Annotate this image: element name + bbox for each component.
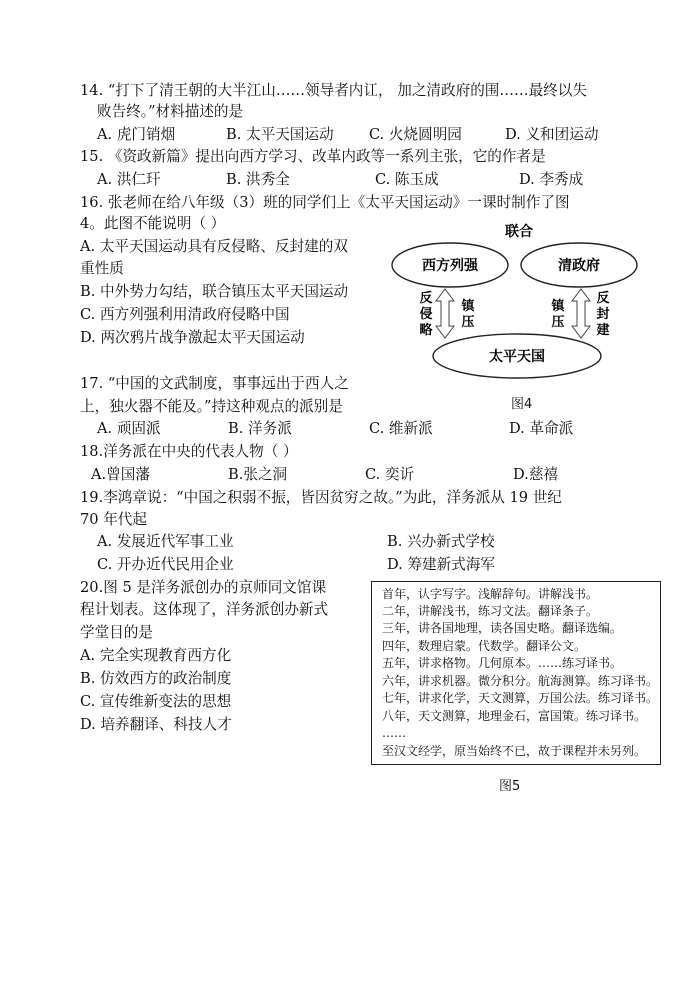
q20-option-b: B. 仿效西方的政治制度: [80, 670, 232, 687]
q15-option-c: C. 陈玉成: [375, 171, 439, 188]
q19-stem-line2: 70 年代起: [80, 511, 147, 528]
q14-option-b: B. 太平天国运动: [226, 126, 334, 143]
figure4-top-label: 联合: [505, 224, 533, 240]
q15-option-a: A. 洪仁玕: [97, 171, 161, 188]
label-antifeudal-2: 封: [596, 307, 610, 322]
q17-stem-line2: 上，独火器不能及。”持这种观点的派别是: [80, 398, 343, 415]
node-western-powers-label: 西方列强: [422, 258, 478, 274]
figure5-caption: 图5: [499, 779, 521, 794]
q19-stem-line1: 19.李鸿章说：“中国之积弱不振，皆因贫穷之故。”为此，洋务派从 19 世纪: [80, 489, 562, 506]
q18-stem: 18.洋务派在中央的代表人物（ ）: [80, 443, 298, 460]
q14-option-d: D. 义和团运动: [505, 126, 599, 143]
schedule-line: 首年，认字写字。浅解辞句。讲解浅书。: [382, 587, 599, 601]
q18-option-c: C. 奕䜣: [365, 466, 415, 483]
schedule-line: 至汉文经学，原当始终不已，故于课程并未另列。: [382, 744, 647, 758]
label-suppress-left-2: 压: [461, 315, 475, 330]
label-anti-1: 反: [419, 291, 433, 306]
q16-option-a-cont: 重性质: [80, 260, 124, 277]
schedule-line: 八年，天文测算，地理金石，富国策。练习译书。: [382, 709, 647, 723]
q18-option-a: A.曾国藩: [91, 466, 150, 483]
label-suppress-right-1: 镇: [551, 299, 565, 314]
q17-option-d: D. 革命派: [509, 420, 574, 437]
q14-option-c: C. 火烧圆明园: [369, 126, 462, 143]
figure4-caption: 图4: [511, 397, 533, 412]
q20-option-c: C. 宣传维新变法的思想: [80, 693, 232, 710]
node-qing-government-label: 清政府: [558, 258, 600, 274]
q18-option-d: D.慈禧: [513, 466, 559, 483]
q16-option-b: B. 中外势力勾结，联合镇压太平天国运动: [80, 283, 349, 300]
q15-option-d: D. 李秀成: [519, 171, 584, 188]
q16-stem-line2: 4。此图不能说明（ ）: [80, 215, 226, 232]
q14-stem-line2: 败告终。”材料描述的是: [97, 103, 244, 120]
q15-option-b: B. 洪秀全: [226, 171, 290, 188]
q17-option-a: A. 顽固派: [97, 420, 161, 437]
label-suppress-left-1: 镇: [461, 299, 475, 314]
schedule-line: 七年，讲求化学，天文测算，万国公法。练习译书。: [382, 691, 659, 705]
schedule-line: 六年，讲求机器。微分积分。航海测算。练习译书。: [382, 674, 659, 688]
q19-option-b: B. 兴办新式学校: [387, 533, 495, 550]
schedule-line: ……: [382, 726, 406, 740]
q14-option-a: A. 虎门销烟: [97, 126, 176, 143]
q20-option-d: D. 培养翻译、科技人才: [80, 716, 232, 733]
figure4-diagram: [388, 222, 650, 380]
q20-stem-line3: 学堂目的是: [80, 624, 153, 641]
node-taiping-label: 太平天国: [489, 349, 545, 365]
q19-option-d: D. 筹建新式海军: [387, 556, 496, 573]
q20-stem-line1: 20.图 5 是洋务派创办的京师同文馆课: [80, 579, 327, 596]
label-aggression-2: 略: [419, 323, 433, 338]
q16-stem-line1: 16. 张老师在给八年级（3）班的同学们上《太平天国运动》一课时制作了图: [80, 194, 570, 211]
q16-option-a: A. 太平天国运动具有反侵略、反封建的双: [80, 238, 348, 255]
right-double-arrow: [572, 289, 590, 338]
schedule-line: 三年，讲各国地理，读各国史略。翻译选编。: [382, 621, 623, 635]
label-antifeudal-3: 建: [596, 323, 610, 338]
q14-stem-line1: 14. “打下了清王朝的大半江山……领导者内讧， 加之清政府的围……最终以失: [80, 82, 587, 99]
q19-option-c: C. 开办近代民用企业: [97, 556, 234, 573]
left-double-arrow: [436, 289, 454, 338]
q20-option-a: A. 完全实现教育西方化: [80, 647, 232, 664]
label-antifeudal-1: 反: [596, 291, 610, 306]
q16-option-d: D. 两次鸦片战争激起太平天国运动: [80, 329, 305, 346]
label-aggression-1: 侵: [419, 307, 433, 322]
q20-stem-line2: 程计划表。这体现了，洋务派创办新式: [80, 601, 329, 618]
q16-option-c: C. 西方列强利用清政府侵略中国: [80, 306, 290, 323]
q17-option-b: B. 洋务派: [228, 420, 292, 437]
q18-option-b: B.张之洞: [228, 466, 288, 483]
q19-option-a: A. 发展近代军事工业: [97, 533, 234, 550]
q17-option-c: C. 维新派: [369, 420, 433, 437]
schedule-line: 四年，数理启蒙。代数学。翻译公文。: [382, 639, 587, 653]
q17-stem-line1: 17. “中国的文武制度，事事远出于西人之: [80, 375, 349, 392]
figure5-schedule-box: [371, 581, 661, 765]
schedule-line: 五年，讲求格物。几何原本。……练习译书。: [382, 656, 623, 670]
label-suppress-right-2: 压: [551, 315, 565, 330]
q15-stem: 15. 《资政新篇》提出向西方学习、改革内政等一系列主张，它的作者是: [80, 148, 546, 165]
schedule-line: 二年，讲解浅书，练习文法。翻译条子。: [382, 604, 599, 618]
